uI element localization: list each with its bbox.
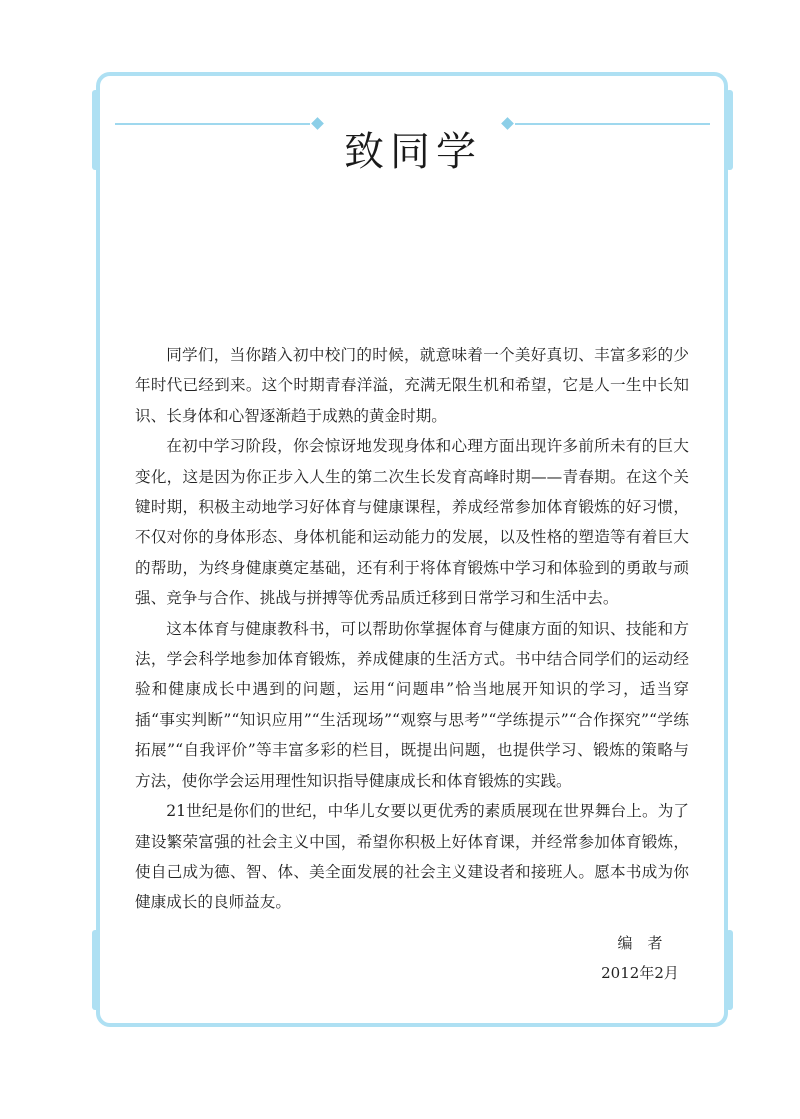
title-row bbox=[110, 100, 716, 175]
paragraph: 21世纪是你们的世纪，中华儿女要以更优秀的素质展现在世界舞台上。为了建设繁荣富强的社会主义中国，希望你积极上好体育课，并经常参加体育锻炼，使自己成为德、智、体、美全面发展的社会主义建设者和接班人。愿本书成为你健康成长的良师益友。 bbox=[135, 802, 689, 912]
paragraph: 在初中学习阶段，你会惊讶地发现身体和心理方面出现许多前所未有的巨大变化，这是因为你正步入人生的第二次生长发育高峰时期——青春期。在这个关键时期，积极主动地学习好体育与健康课程，养成经常参加体育锻炼的好习惯，不仅对你的身体形态、身体机能和运动能力的发展，以及性格的塑造等有着巨大的帮助，为终身健康奠定基础，还有利于将体育锻炼中学习和体验到的勇敢与顽强、竞争与合作、挑战与拼搏等优秀品质迁移到日常学习和生活中去。 bbox=[135, 437, 689, 608]
signature-author: 编 者 bbox=[617, 934, 663, 952]
letter-body bbox=[135, 340, 689, 918]
frame-accent-right-bottom bbox=[726, 930, 733, 1010]
frame-accent-right-top bbox=[726, 90, 733, 170]
frame-accent-left-bottom bbox=[92, 930, 99, 1010]
frame-accent-left-top bbox=[92, 90, 99, 170]
title-divider-left bbox=[115, 123, 310, 125]
page-title: 致同学 bbox=[344, 128, 482, 175]
paragraph: 这本体育与健康教科书，可以帮助你掌握体育与健康方面的知识、技能和方法，学会科学地参加体育锻炼，养成健康的生活方式。书中结合同学们的运动经验和健康成长中遇到的问题，运用“问题串”恰当地展开知识的学习，适当穿插“事实判断”“知识应用”“生活现场”“观察与思考”“学练提示”“合作探究”“学练拓展”“自我评价”等丰富多彩的栏目，既提出问题，也提供学习、锻炼的策略与方法，使你学会运用理性知识指导健康成长和体育锻炼的实践。 bbox=[135, 619, 689, 790]
title-divider-right bbox=[515, 123, 710, 125]
paragraph: 同学们，当你踏入初中校门的时候，就意味着一个美好真切、丰富多彩的少年时代已经到来。这个时期青春洋溢，充满无限生机和希望，它是人一生中长知识、长身体和心智逐渐趋于成熟的黄金时期。 bbox=[135, 346, 689, 425]
signature-date: 2012年2月 bbox=[601, 964, 679, 982]
signature-block bbox=[580, 928, 700, 988]
